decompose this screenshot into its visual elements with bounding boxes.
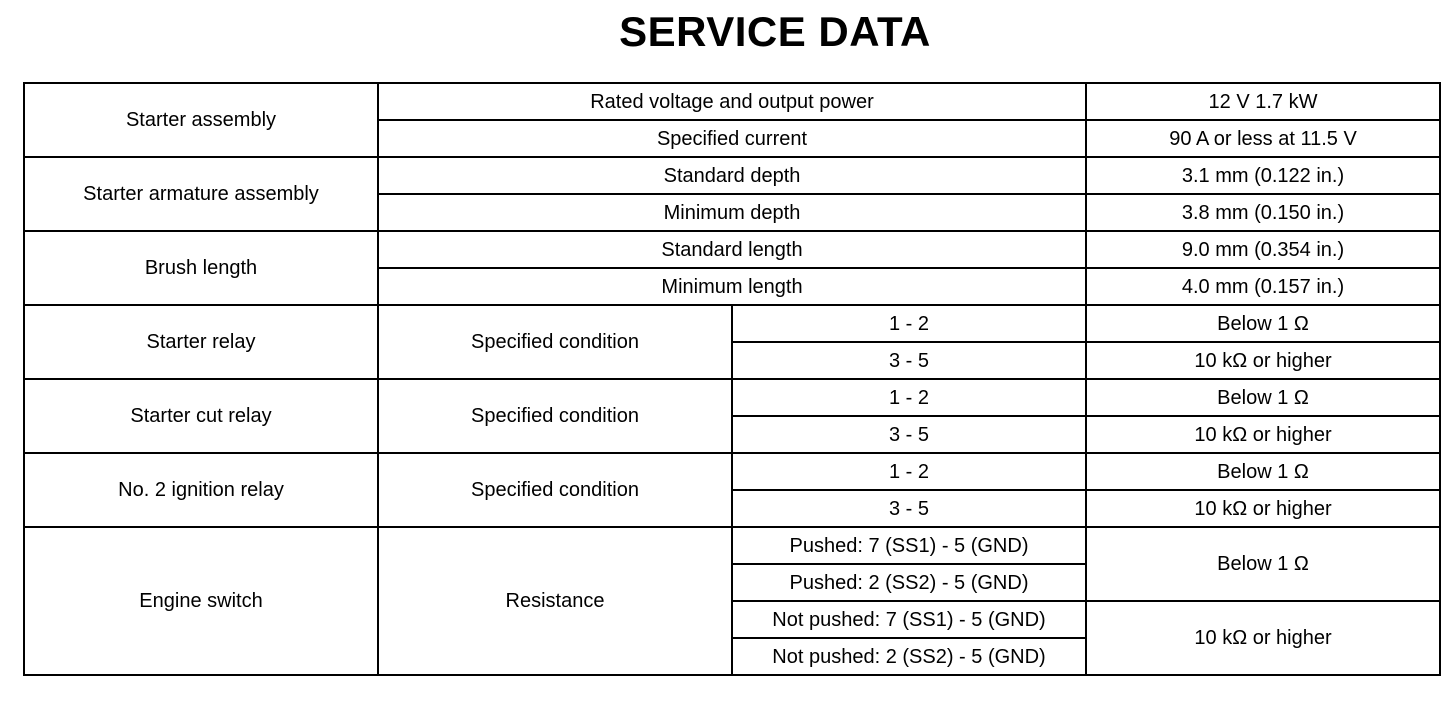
value-cell: 3.8 mm (0.150 in.) [1086, 194, 1440, 231]
table-row [24, 305, 1440, 342]
condition-cell: Specified condition [378, 305, 732, 379]
row-label-starter-relay: Starter relay [24, 305, 378, 379]
value-cell: 90 A or less at 11.5 V [1086, 120, 1440, 157]
item-cell: Rated voltage and output power [378, 83, 1086, 120]
table-row [24, 83, 1440, 120]
item-cell: Standard length [378, 231, 1086, 268]
value-cell: 4.0 mm (0.157 in.) [1086, 268, 1440, 305]
value-cell: 10 kΩ or higher [1086, 342, 1440, 379]
terminal-cell: Not pushed: 2 (SS2) - 5 (GND) [732, 638, 1086, 675]
terminal-cell: Pushed: 2 (SS2) - 5 (GND) [732, 564, 1086, 601]
terminal-cell: 3 - 5 [732, 490, 1086, 527]
page-title: SERVICE DATA [619, 8, 931, 55]
table-row [24, 231, 1440, 268]
item-cell: Minimum length [378, 268, 1086, 305]
table-row [24, 379, 1440, 416]
service-data-table [23, 82, 1441, 676]
value-cell: 12 V 1.7 kW [1086, 83, 1440, 120]
value-cell: 3.1 mm (0.122 in.) [1086, 157, 1440, 194]
value-cell: 9.0 mm (0.354 in.) [1086, 231, 1440, 268]
terminal-cell: 3 - 5 [732, 416, 1086, 453]
value-cell: 10 kΩ or higher [1086, 601, 1440, 675]
terminal-cell: 1 - 2 [732, 379, 1086, 416]
row-label-armature: Starter armature assembly [24, 157, 378, 231]
condition-cell: Specified condition [378, 379, 732, 453]
terminal-cell: 1 - 2 [732, 453, 1086, 490]
table-row [24, 157, 1440, 194]
row-label-engine-switch: Engine switch [24, 527, 378, 675]
value-cell: Below 1 Ω [1086, 379, 1440, 416]
condition-cell: Resistance [378, 527, 732, 675]
value-cell: Below 1 Ω [1086, 305, 1440, 342]
item-cell: Specified current [378, 120, 1086, 157]
terminal-cell: Pushed: 7 (SS1) - 5 (GND) [732, 527, 1086, 564]
terminal-cell: 3 - 5 [732, 342, 1086, 379]
item-cell: Standard depth [378, 157, 1086, 194]
value-cell: 10 kΩ or higher [1086, 416, 1440, 453]
row-label-ignition-relay: No. 2 ignition relay [24, 453, 378, 527]
terminal-cell: 1 - 2 [732, 305, 1086, 342]
row-label-brush-length: Brush length [24, 231, 378, 305]
value-cell: Below 1 Ω [1086, 527, 1440, 601]
row-label-starter-assembly: Starter assembly [24, 83, 378, 157]
row-label-starter-cut-relay: Starter cut relay [24, 379, 378, 453]
value-cell: 10 kΩ or higher [1086, 490, 1440, 527]
condition-cell: Specified condition [378, 453, 732, 527]
table-row [24, 527, 1440, 564]
terminal-cell: Not pushed: 7 (SS1) - 5 (GND) [732, 601, 1086, 638]
item-cell: Minimum depth [378, 194, 1086, 231]
value-cell: Below 1 Ω [1086, 453, 1440, 490]
table-row [24, 453, 1440, 490]
